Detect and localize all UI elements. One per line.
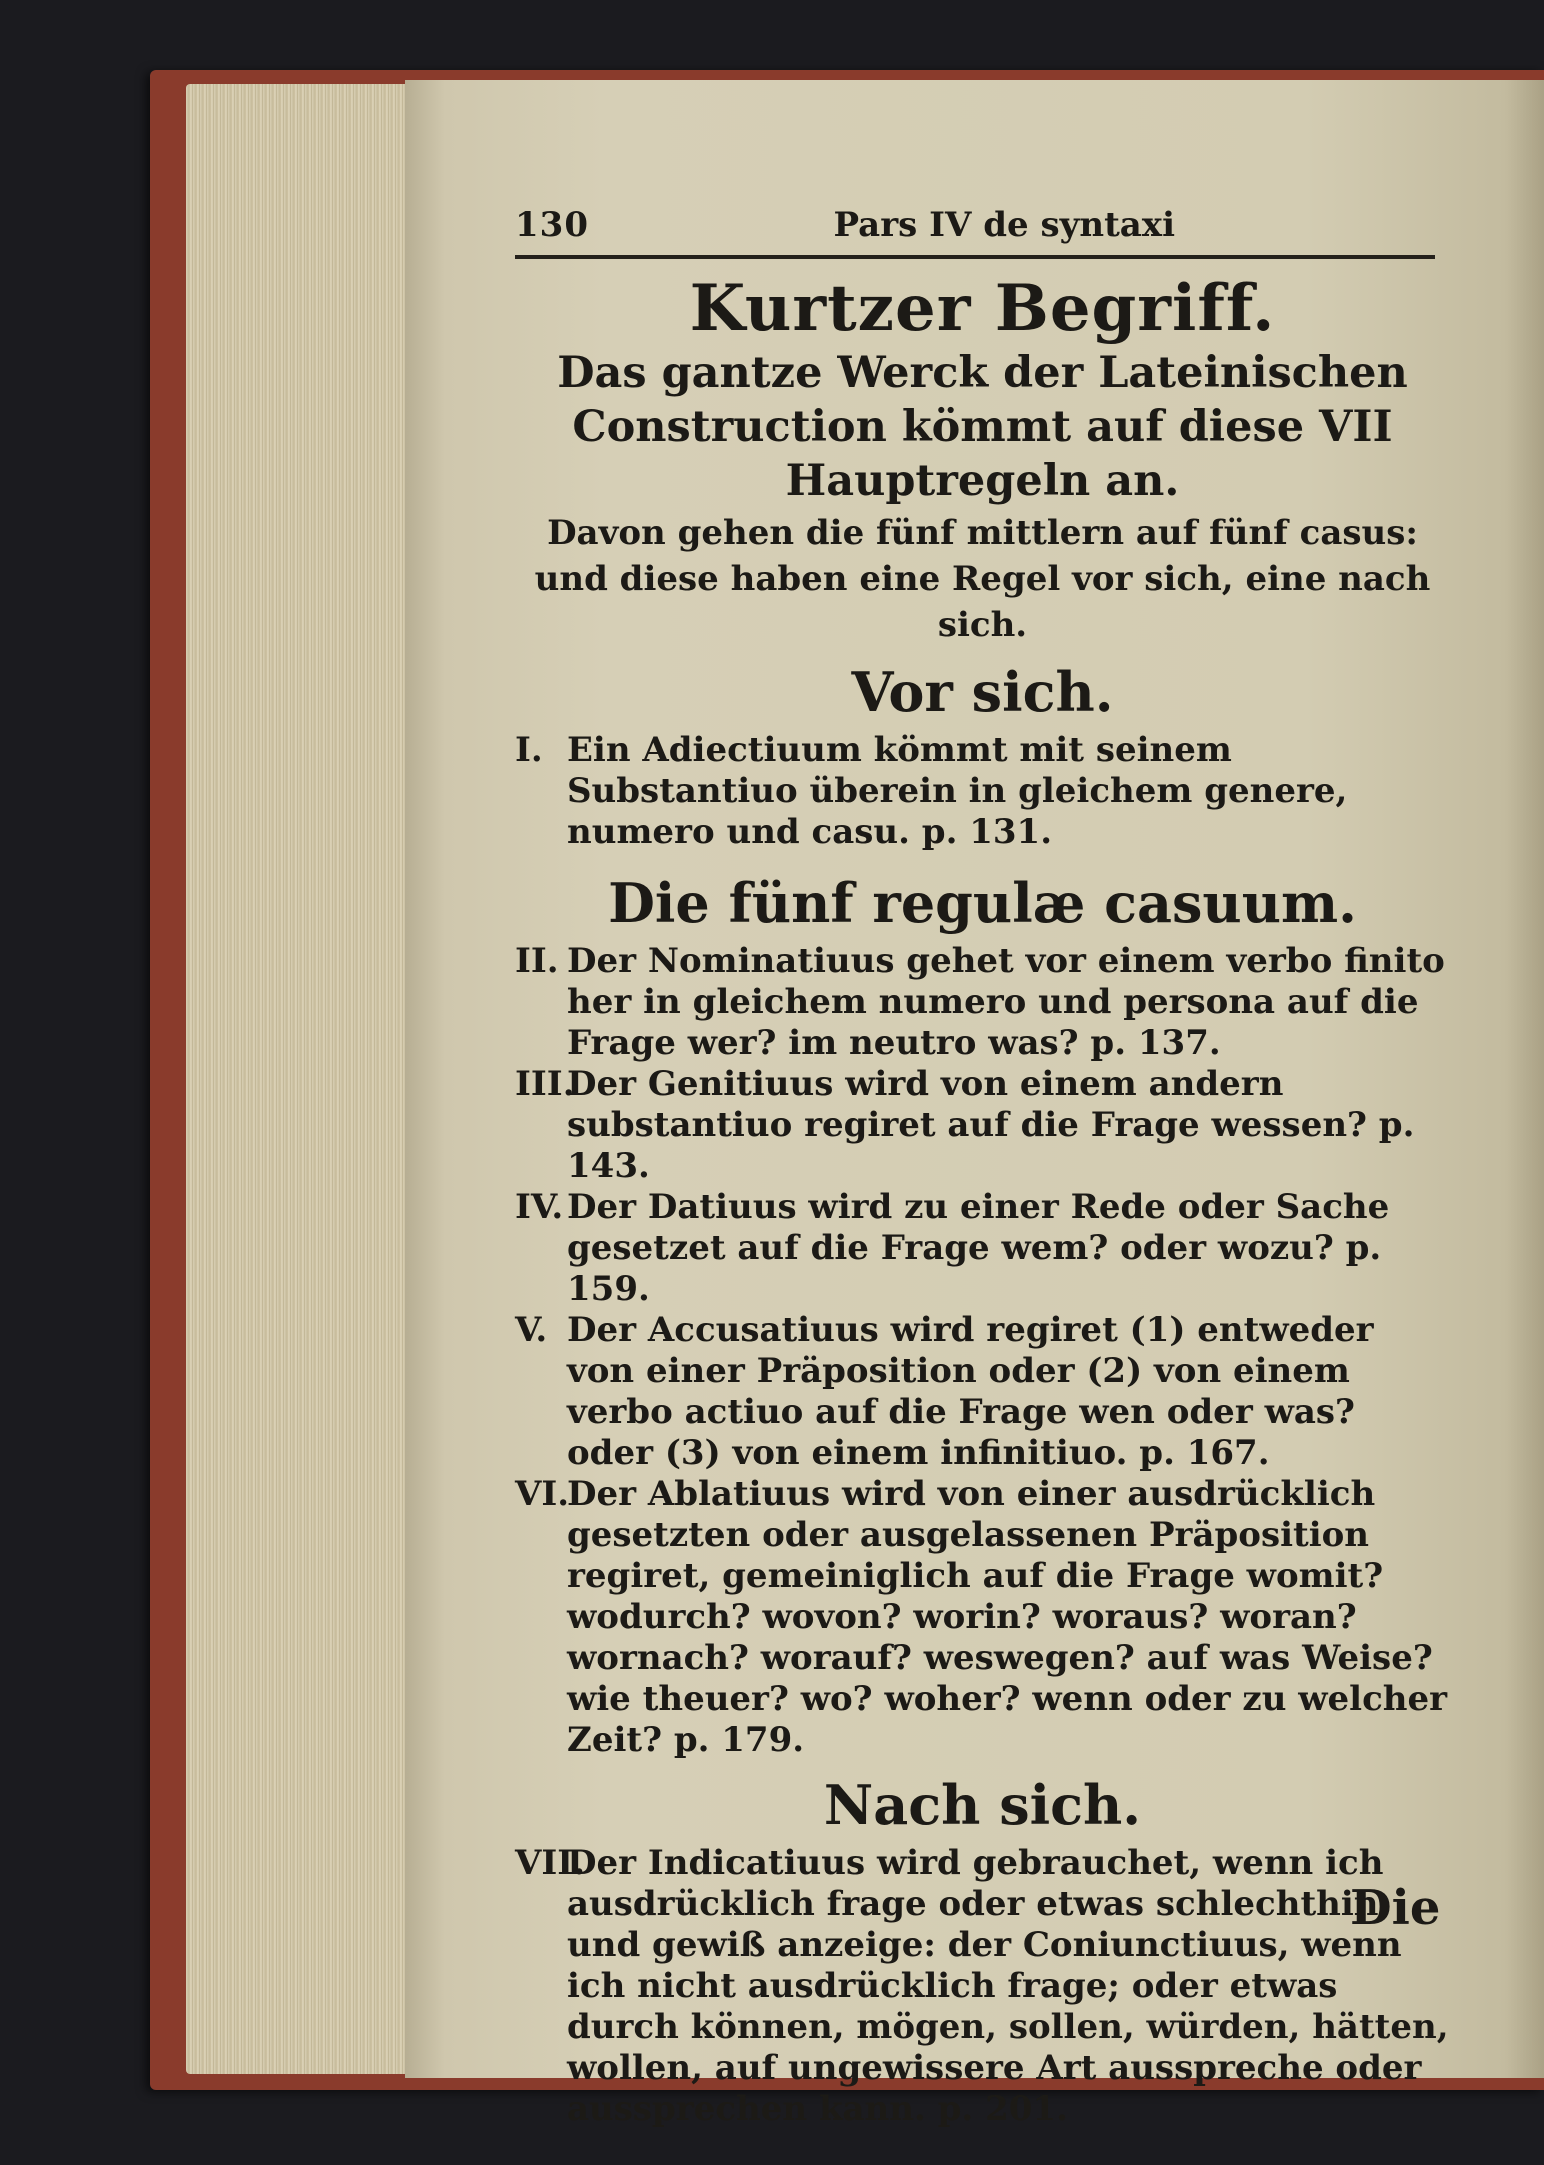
rule-number: VI.	[515, 1474, 570, 1514]
section-heading-cases: Die fünf regulæ casuum.	[608, 871, 1357, 935]
rule-2	[515, 941, 1450, 1064]
running-header	[515, 205, 1435, 259]
rule-1	[515, 730, 1450, 859]
intro-subtext: Davon gehen die fünf mittlern auf fünf casus: und diese haben eine Regel vor sich, eine nach sich.	[534, 513, 1431, 645]
rule-number: IV.	[515, 1187, 564, 1227]
rule-text: Der Ablatiuus wird von einer ausdrücklich gesetzten oder ausgelassenen Präposition regiret, gemeiniglich auf die Frage womit? wodurch? wovon? worin? woraus? woran? wornach? worauf? weswegen? auf was Weise? wie theuer? wo? woher? wenn oder zu welcher Zeit? p. 179.	[567, 1474, 1448, 1760]
rule-text: Der Genitiuus wird von einem andern substantiuo regiret auf die Frage wessen? p. 143.	[567, 1064, 1415, 1186]
rule-text: Ein Adiectiuum kömmt mit seinem Substantiuo überein in gleichem genere, numero und casu. p. 131.	[567, 730, 1348, 852]
intro-text: Das gantze Werck der Lateinischen Construction kömmt auf diese VII Hauptregeln an.	[557, 348, 1408, 506]
rule-text: Der Indicatiuus wird gebrauchet, wenn ich ausdrücklich frage oder etwas schlechthin und gewiß anzeige: der Coniunctiuus, wenn ich nicht ausdrücklich frage; oder etwas durch können, mögen, sollen, würden, hätten, wollen, auf ungewissere Art ausspreche oder aussprechen kann. p. 201.	[567, 1843, 1449, 2129]
rule-number: VII.	[515, 1843, 586, 1883]
catchword: Die	[1350, 1880, 1441, 1936]
rule-number: V.	[515, 1310, 548, 1350]
page-edges	[186, 84, 414, 2074]
rule-text: Der Datiuus wird zu einer Rede oder Sache gesetzet auf die Frage wem? oder wozu? p. 159.	[567, 1187, 1390, 1309]
page-number: 130	[515, 205, 589, 245]
rule-3	[515, 1064, 1450, 1187]
rule-text: Der Accusatiuus wird regiret (1) entweder von einer Präposition oder (2) von einem verbo actiuo auf die Frage wen oder was? oder (3) von einem infinitiuo. p. 167.	[567, 1310, 1374, 1473]
rule-number: II.	[515, 941, 559, 981]
rule-4	[515, 1187, 1450, 1310]
rule-number: I.	[515, 730, 543, 770]
rule-6	[515, 1474, 1450, 1761]
running-head: Pars IV de syntaxi	[833, 205, 1175, 245]
page-text	[515, 205, 1450, 2130]
page-title: Kurtzer Begriff.	[689, 271, 1276, 346]
rule-7	[515, 1843, 1450, 2130]
rule-number: III.	[515, 1064, 575, 1104]
section-heading-after: Nach sich.	[823, 1773, 1142, 1837]
rule-5	[515, 1310, 1450, 1474]
section-heading-before: Vor sich.	[851, 660, 1114, 724]
rule-text: Der Nominatiuus gehet vor einem verbo finito her in gleichem numero und persona auf die Frage wer? im neutro was? p. 137.	[567, 941, 1445, 1063]
